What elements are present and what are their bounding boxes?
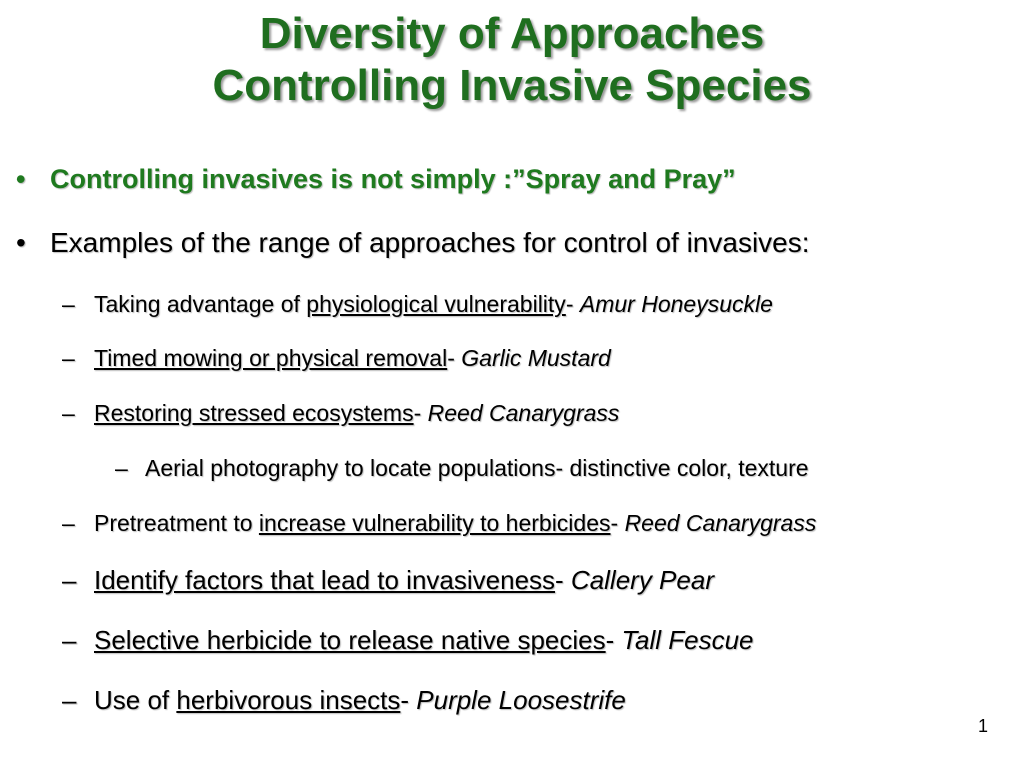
dash-glyph: – [62,400,75,426]
item-separator: - [605,625,622,655]
dash-glyph: – [62,565,77,595]
item-approach: increase vulnerability to herbicides [258,510,611,536]
item-approach: Timed mowing or physical removal [94,345,448,371]
dash-glyph: – [62,291,75,317]
item-species: Purple Loosestrife [416,685,626,715]
page-number: 1 [977,716,988,736]
bullet-text: Controlling invasives is not simply :”Spray and Pray” [50,164,736,194]
item-separator: - [400,685,417,715]
item-separator: - [610,510,625,536]
dash-glyph: – [62,625,77,655]
item-approach: physiological vulnerability [306,291,566,317]
title-line-2: Controlling Invasive Species [212,61,812,110]
item-separator: - [447,345,462,371]
item-approach: Selective herbicide to release native species [94,625,606,655]
dash-glyph: – [115,455,128,481]
item-species: Reed Canarygrass [624,510,817,536]
dash-glyph: – [62,345,75,371]
item-approach: herbivorous insects [176,685,401,715]
item-separator: - [413,400,428,426]
item-species: Garlic Mustard [461,345,611,371]
item-prefix: Pretreatment to [94,510,259,536]
item-species: Reed Canarygrass [427,400,620,426]
item-separator: - [555,565,571,595]
bullet-glyph: • [16,227,26,258]
item-species: Amur Honeysuckle [579,291,773,317]
dash-glyph: – [62,685,77,715]
item-approach: Restoring stressed ecosystems [94,400,414,426]
item-prefix: Use of [94,685,177,715]
item-prefix: Taking advantage of [94,291,307,317]
slide-title [0,8,1024,112]
dash-glyph: – [62,510,75,536]
title-line-1: Diversity of Approaches [259,9,765,58]
item-species: Callery Pear [570,565,714,595]
bullet-text: Examples of the range of approaches for control of invasives: [50,227,810,258]
item-species: Tall Fescue [621,625,754,655]
item-text: Aerial photography to locate populations- distinctive color, texture [145,455,809,481]
item-approach: Identify factors that lead to invasiveness [94,565,556,595]
item-separator: - [565,291,580,317]
bullet-glyph: • [16,164,26,194]
